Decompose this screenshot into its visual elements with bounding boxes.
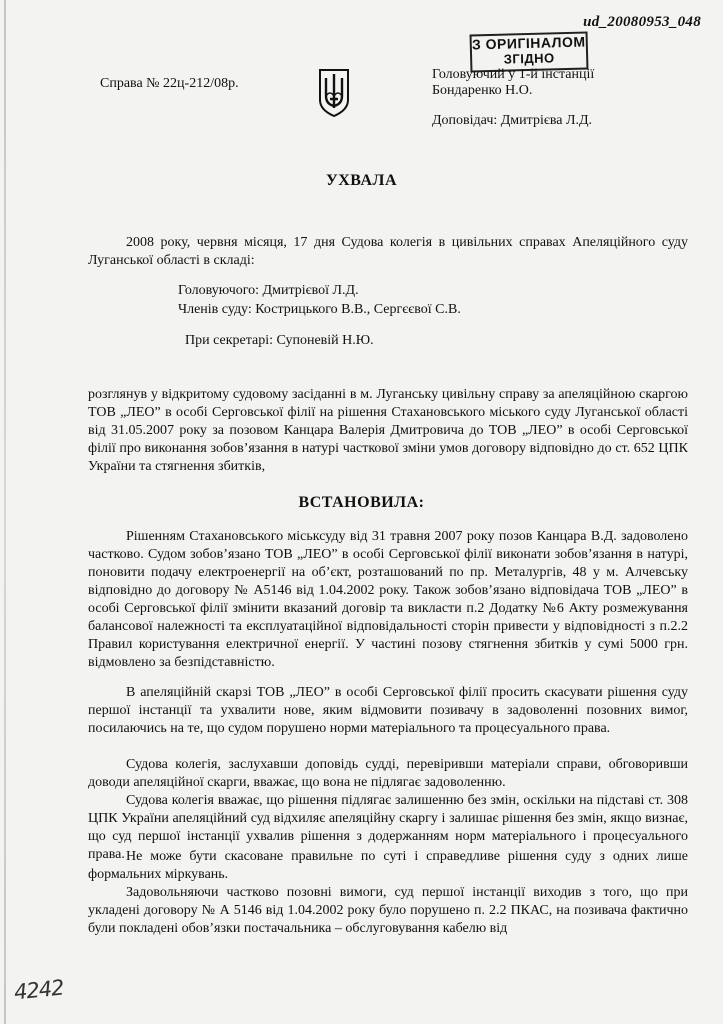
panel-secretary: При секретарі: Супоневій Н.Ю. [185, 333, 374, 348]
reporter: Доповідач: Дмитрієва Л.Д. [432, 113, 593, 128]
presiding-first-instance-label: Головуючий у 1-й інстанції [432, 67, 595, 82]
handwritten-page-number: 4242 [12, 975, 65, 1005]
presiding-first-instance-name: Бондаренко Н.О. [432, 83, 533, 98]
section-title-established: ВСТАНОВИЛА: [298, 494, 425, 511]
document-id: ud_20080953_048 [583, 14, 701, 30]
document-title: УХВАЛА [326, 172, 397, 189]
scan-edge [4, 0, 6, 1024]
panel-members: Членів суду: Кострицького В.В., Сергєєвої С.В. [178, 302, 461, 317]
considered-paragraph: розглянув у відкритому судовому засіданні в м. Луганську цивільну справу за апеляційною скаргою ТОВ „ЛЕО” в особі Серговської філії на рішення Стахановського міського суду Луганської області від 31.05.2007 року за позовом Канцара Валерія Дмитровича до ТОВ „ЛЕО” в особі Серговської філії про виконання зобов’язання в натурі часткової зміни умов договору відповідно до ст. 652 ЦПК України та стягнення збитків, [88, 387, 688, 474]
stamp-line-1: З ОРИГІНАЛОМ [471, 33, 586, 53]
body-paragraph-6: Задовольняючи частково позовні вимоги, суд першої інстанції виходив з того, що при укладені договору № А 5146 від 1.04.2002 року було порушено п. 2.2 ПКАС, на позивача фактично були покладені обов’язки постачальника – обслуговування кабелю від [88, 885, 688, 936]
body-paragraph-1: Рішенням Стахановського міськсуду від 31 травня 2007 року позов Канцара В.Д. задоволено частково. Судом зобов’язано ТОВ „ЛЕО” в особі Серговської філії виконати зобов’язання в натурі, поновити подачу електроенергії на об’єкт, розташований по пр. Металургів, 48 у м. Алчевську відповідно до договору № А5146 від 1.04.2002 року. Також зобов’язано відповідача ТОВ „ЛЕО” в особі Серговської філії змінити вказаний договір та викласти п.2 Додатку №6 Акту розмежування балансової належності та експлуатаційної відповідальності сторін привести у відповідності з п.2.2 Правил користування електричної енергії. У частині позову стягнення збитків у сумі 5000 грн. відмовлено за безпідставністю. [88, 529, 688, 670]
intro-paragraph: 2008 року, червня місяця, 17 дня Судова колегія в цивільних справах Апеляційного суду Луганської області в складі: [88, 235, 688, 268]
stamp-line-2: ЗГІДНО [503, 50, 555, 67]
body-paragraph-2: В апеляційній скарзі ТОВ „ЛЕО” в особі Серговської філії просить скасувати рішення суду першої інстанції та ухвалити нове, яким відмовити позивачу в задоволенні позовних вимог, посилаючись на те, що судом порушено норми матеріального та процесуального права. [88, 685, 688, 736]
trident-emblem-icon [317, 66, 351, 118]
body-paragraph-5: Не може бути скасоване правильне по суті і справедливе рішення суду з одних лише формальних міркувань. [88, 849, 688, 882]
body-paragraph-3: Судова колегія, заслухавши доповідь судді, перевіривши матеріали справи, обговоривши доводи апеляційної скарги, вважає, що вона не підлягає задоволенню. [88, 757, 688, 790]
case-number: Справа № 22ц-212/08р. [100, 76, 239, 91]
panel-presiding: Головуючого: Дмитрієвої Л.Д. [178, 283, 359, 298]
body-paragraph-4: Судова колегія вважає, що рішення підлягає залишенню без змін, оскільки на підставі ст. 308 ЦПК України апеляційний суд відхиляє апеляційну скаргу і залишає рішення без змін, якщо визнає, що суд першої інстанції ухвалив рішення з додержанням норм матеріального і процесуального права. [88, 793, 688, 862]
